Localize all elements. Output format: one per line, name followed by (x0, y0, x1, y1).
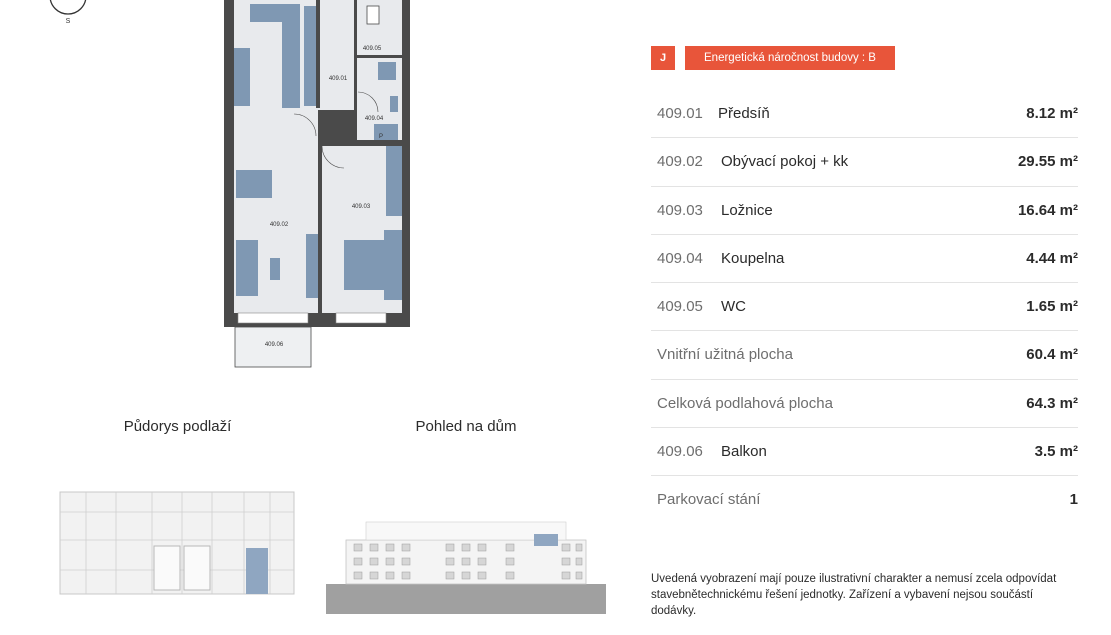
room-area-table (651, 90, 1078, 525)
inner-area-value: 60.4 m² (1026, 346, 1078, 364)
room-area: 16.64 m² (1017, 201, 1078, 219)
energy-label-badge: Energetická náročnost budovy : B (685, 46, 895, 70)
dining-table (236, 170, 272, 198)
parking-value: 1 (1069, 491, 1078, 509)
balcony-area: 3.5 m² (1034, 443, 1078, 461)
room-area: 1.65 m² (1026, 298, 1078, 316)
table-row (651, 187, 1078, 235)
inner-area-label: Vnitřní užitná plocha (657, 346, 793, 364)
highlighted-apartment (246, 548, 268, 594)
total-area-label: Celková podlahová plocha (657, 394, 833, 412)
hall-floor (318, 0, 354, 110)
parking-row (651, 476, 1078, 524)
room-area: 29.55 m² (1017, 153, 1078, 171)
compass-letter: S (65, 18, 71, 25)
bed (344, 240, 384, 290)
room-code-409-03: 409.03 (351, 204, 371, 210)
table-row (651, 283, 1078, 331)
room-code: 409.04 (657, 249, 703, 267)
sofa (236, 240, 258, 296)
apartment-floor-plan (222, 0, 422, 372)
balcony-row (651, 428, 1078, 476)
inner-area-row (651, 331, 1078, 379)
highlighted-apartment-elevation (534, 534, 558, 546)
room-area: 4.44 m² (1026, 249, 1078, 267)
room-code-409-02: 409.02 (269, 222, 289, 228)
room-code-409-06: 409.06 (264, 342, 284, 348)
room-code: 409.03 (657, 201, 703, 219)
parking-label: Parkovací stání (657, 491, 761, 509)
room-area: 8.12 m² (1026, 105, 1078, 122)
table-row (651, 138, 1078, 186)
room-name: Obývací pokoj + kk (721, 153, 849, 171)
house-view-caption: Pohled na dům (415, 418, 517, 435)
fixture-label: P (378, 134, 384, 140)
room-code: 409.01 (657, 105, 703, 122)
compass-ring (50, 0, 86, 14)
total-area-value: 64.3 m² (1026, 394, 1078, 412)
building-floor-plan-thumbnail (56, 490, 296, 600)
table-row (651, 235, 1078, 283)
room-name: Předsíň (718, 105, 770, 122)
compass (38, 0, 98, 25)
room-code-409-05: 409.05 (362, 46, 382, 52)
balcony-name: Balkon (721, 443, 767, 461)
total-area-row (651, 380, 1078, 428)
room-name: Koupelna (721, 249, 785, 267)
house-elevation-view (326, 514, 606, 614)
table-row (651, 90, 1078, 138)
room-code-409-04: 409.04 (364, 116, 384, 122)
floor-plan-caption: Půdorys podlaží (123, 418, 232, 435)
balcony-code: 409.06 (657, 443, 703, 461)
room-code: 409.05 (657, 298, 703, 316)
room-name: WC (721, 298, 746, 316)
energy-class-badge: J (651, 46, 675, 70)
disclaimer-text: Uvedená vyobrazení mají pouze ilustrativní charakter a nemusí zcela odpovídat stavebnětechnickému řešení jednotky. Zařízení a vybavení nejsou součástí dodávky. (651, 573, 1057, 617)
room-name: Ložnice (721, 201, 773, 219)
room-code: 409.02 (657, 153, 703, 171)
room-code-409-01: 409.01 (328, 76, 348, 82)
